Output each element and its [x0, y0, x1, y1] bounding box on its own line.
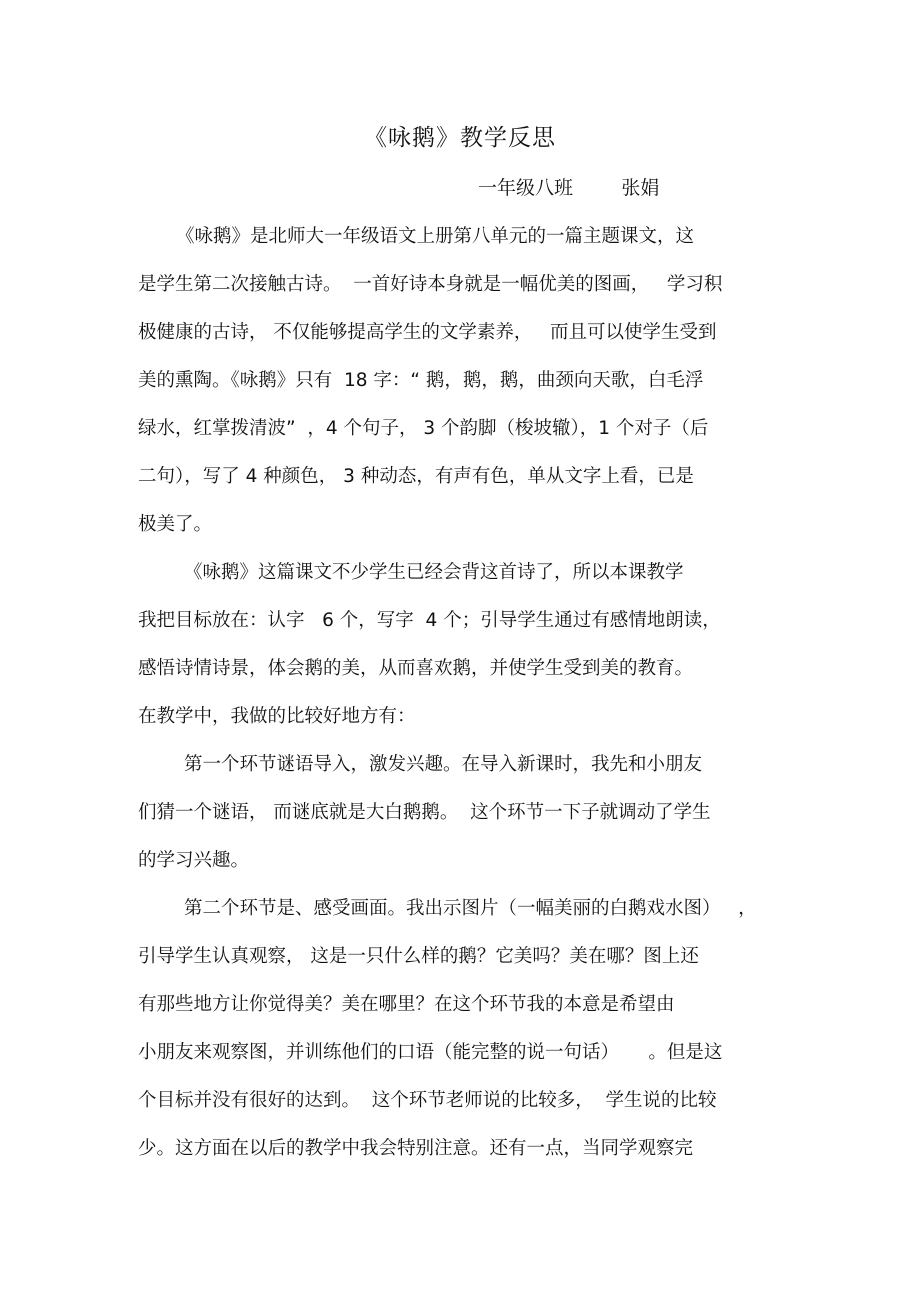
- paragraph-line: 是学生第二次接触古诗。 一首好诗本身就是一幅优美的图画， 学习积: [138, 274, 723, 295]
- byline-author: 张娟: [621, 177, 660, 199]
- paragraph-line: 少。这方面在以后的教学中我会特别注意。还有一点，当同学观察完: [138, 1138, 694, 1159]
- paragraph-line: 小朋友来观察图，并训练他们的口语（能完整的说一句话） 。但是这: [138, 1042, 723, 1063]
- paragraph-line: 们猜一个谜语， 而谜底就是大白鹅鹅。 这个环节一下子就调动了学生: [138, 802, 711, 823]
- paragraph-line: 《咏鹅》这篇课文不少学生已经会背这首诗了，所以本课教学: [184, 562, 684, 583]
- paragraph-line: 《咏鹅》是北师大一年级语文上册第八单元的一篇主题课文，这: [176, 226, 695, 247]
- paragraph-line: 感悟诗情诗景，体会鹅的美，从而喜欢鹅，并使学生受到美的教育。: [138, 658, 694, 679]
- paragraph-line: 的学习兴趣。: [138, 850, 250, 871]
- paragraph-line: 个目标并没有很好的达到。 这个环节老师说的比较多， 学生说的比较: [138, 1090, 717, 1111]
- paragraph-line: 有那些地方让你觉得美？美在哪里？在这个环节我的本意是希望由: [138, 994, 675, 1015]
- byline: [478, 170, 659, 206]
- paragraph-line: 极健康的古诗， 不仅能够提高学生的文学素养， 而且可以使学生受到: [138, 322, 717, 343]
- paragraph-line: 我把目标放在：认字 6 个，写字 4 个；引导学生通过有感情地朗读，: [138, 610, 721, 631]
- byline-class: 一年级八班: [478, 177, 574, 199]
- paragraph-line: 二句），写了 4 种颜色， 3 种动态，有声有色，单从文字上看，已是: [138, 466, 694, 487]
- paragraph-line: 极美了。: [138, 514, 213, 535]
- document-title: 《咏鹅》教学反思: [364, 125, 556, 151]
- paragraph-line: 在教学中，我做的比较好地方有：: [138, 706, 416, 727]
- paragraph-line: 第一个环节谜语导入，激发兴趣。在导入新课时，我先和小朋友: [184, 754, 703, 775]
- paragraph-line: 美的熏陶。《咏鹅》只有 18 字：“ 鹅，鹅，鹅，曲颈向天歌，白毛浮: [138, 370, 704, 391]
- paragraph-line: 绿水，红掌拨清波” ，4 个句子， 3 个韵脚（梭坡辙），1 个对子（后: [138, 418, 709, 439]
- paragraph-line: 引导学生认真观察， 这是一只什么样的鹅？它美吗？美在哪？图上还: [138, 946, 699, 967]
- paragraph-line: 第二个环节是、感受画面。我出示图片（一幅美丽的白鹅戏水图） ，: [184, 898, 757, 919]
